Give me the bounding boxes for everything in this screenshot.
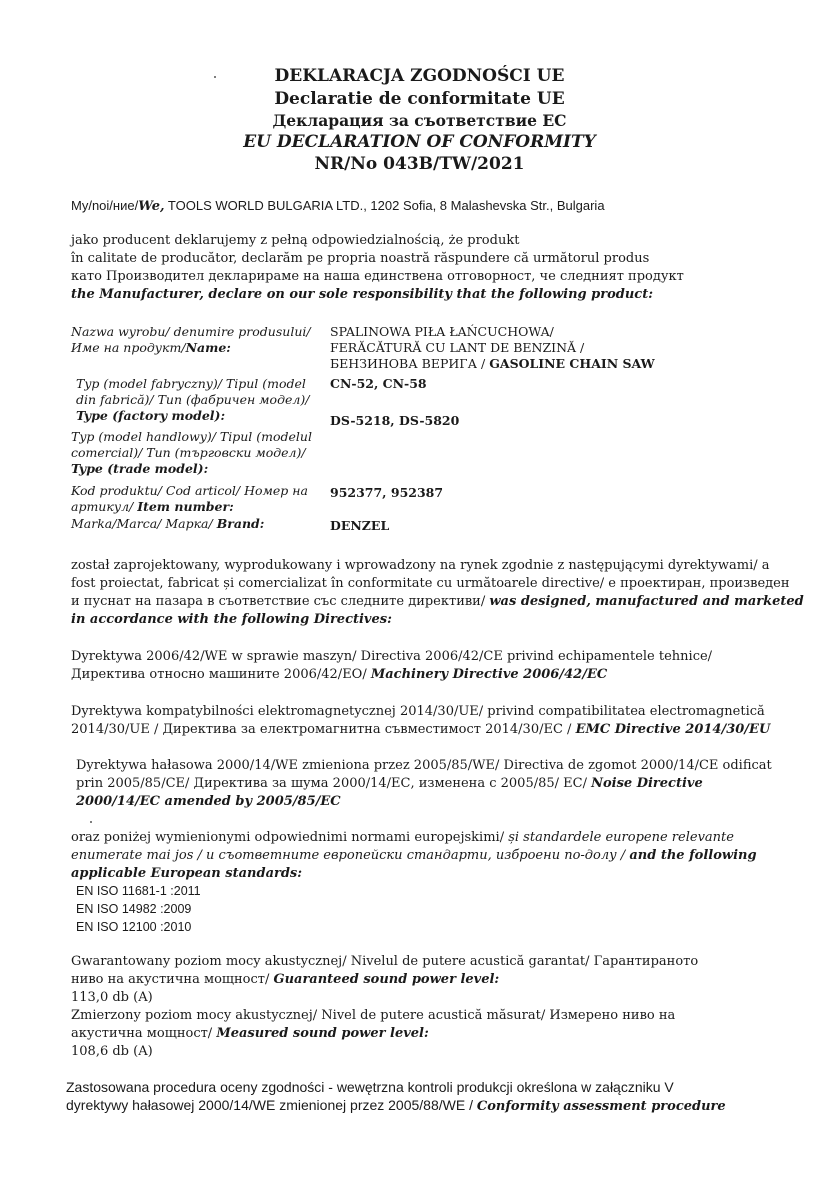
name-value-pl: SPALINOWA PIŁA ŁAŃCUCHOWA/ [330,324,554,339]
measured-value: 108,6 db (A) [71,1044,153,1059]
item-label: Kod produktu/ Cod articol/ Номер на [71,483,308,498]
designed-line-4: in accordance with the following Directives: [71,612,392,627]
trade-value: DS-5218, DS-5820 [330,413,460,428]
type-value: CN-52, CN-58 [330,376,427,391]
noise-line-2: prin 2005/85/CE/ Директива за шума 2000/14/ЕС, изменена с 2005/85/ ЕС/ Noise Directive [76,776,703,791]
declaration-number: NR/No 043B/TW/2021 [314,154,525,174]
designed-line-3: и пуснат на пазара в съответствие със следните директиви/ was designed, manufactured and marketed [71,594,804,609]
title-english: EU DECLARATION OF CONFORMITY [243,132,596,152]
type-label: Typ (model fabryczny)/ Tipul (model [76,376,306,391]
standards-line-1: oraz poniżej wymienionymi odpowiednimi normami europejskimi/ și standardele europene relevante [71,830,734,845]
name-value-bg-en: БЕНЗИНОВА ВЕРИГА / GASOLINE CHAIN SAW [330,356,655,371]
noise-line-1: Dyrektywa hałasowa 2000/14/WE zmieniona przez 2005/85/WE/ Directiva de zgomot 2000/14/CE odificat [76,758,772,773]
trade-label-en: Type (trade model): [71,461,209,476]
name-label-bg: Име на продукт/Name: [71,340,231,355]
brand-label: Marka/Marca/ Марка/ Brand: [71,516,265,531]
manufacturer-bg: като Производител декларираме на наша единствена отговорност, че следният продукт [71,269,684,284]
name-value-ro: FERĂCĂTURĂ CU LANT DE BENZINĂ / [330,340,585,355]
measured-line-2: акустична мощност/ Measured sound power level: [71,1026,429,1041]
manufacturer-en: the Manufacturer, declare on our sole responsibility that the following product: [71,287,654,302]
standards-line-2: enumerate mai jos / и съответните европейски стандарти, изброени по-долу / and the following [71,848,757,863]
issuer-line: My/noi/ние/We, TOOLS WORLD BULGARIA LTD., 1202 Sofia, 8 Malashevska Str., Bulgaria [71,198,605,214]
item-value: 952377, 952387 [330,485,444,500]
procedure-line-1: Zastosowana procedura oceny zgodności - wewętrzna kontroli produkcji określona w załączniku V [66,1079,674,1095]
emc-line-2: 2014/30/UE / Директива за електромагнитна съвместимост 2014/30/ЕС / EMC Directive 2014/30/EU [71,722,771,737]
brand-value: DENZEL [330,518,390,533]
standard-item: EN ISO 14982 :2009 [76,902,192,916]
trade-label-2: comercial)/ Тип (търговски модел)/ [71,445,306,460]
guaranteed-value: 113,0 db (A) [71,990,153,1005]
scan-speck [90,821,92,823]
guaranteed-line-1: Gwarantowany poziom mocy akustycznej/ Nivelul de putere acustică garantat/ Гарантираното [71,954,699,969]
type-label-en: Type (factory model): [76,408,226,423]
designed-line-1: został zaprojektowany, wyprodukowany i wprowadzony na rynek zgodnie z następującymi dyrektywami/ a [71,558,770,573]
name-label: Nazwa wyrobu/ denumire produsului/ [71,324,311,339]
emc-line-1: Dyrektywa kompatybilności elektromagnetycznej 2014/30/UE/ privind compatibilitatea electromagnetică [71,704,765,719]
designed-line-2: fost proiectat, fabricat și comercializat în conformitate cu următoarele directive/ е проектиран, произведен [71,576,790,591]
type-label-2: din fabrică)/ Тип (фабричен модел)/ [76,392,310,407]
machinery-line-2: Директива относно машините 2006/42/ЕО/ Machinery Directive 2006/42/EC [71,667,608,682]
standard-item: EN ISO 12100 :2010 [76,920,192,934]
measured-line-1: Zmierzony poziom mocy akustycznej/ Nivel de putere acustică măsurat/ Измерено ниво на [71,1008,676,1023]
manufacturer-pl: jako producent deklarujemy z pełną odpowiedzialnością, że produkt [71,233,520,248]
guaranteed-line-2: ниво на акустична мощност/ Guaranteed sound power level: [71,972,500,987]
standard-item: EN ISO 11681-1 :2011 [76,884,201,898]
trade-label: Typ (model handlowy)/ Tipul (modelul [71,429,312,444]
standards-line-3: applicable European standards: [71,866,303,881]
title-romanian: Declaratie de conformitate UE [274,89,565,109]
noise-line-3: 2000/14/EC amended by 2005/85/EC [76,794,341,809]
manufacturer-ro: în calitate de producător, declarăm pe propria noastră răspundere că următorul produs [71,251,650,266]
machinery-line-1: Dyrektywa 2006/42/WE w sprawie maszyn/ Directiva 2006/42/CE privind echipamentele tehnice/ [71,649,713,664]
item-label-2: артикул/ Item number: [71,499,234,514]
title-bulgarian: Декларация за съответствие ЕС [272,111,567,130]
title-polish: DEKLARACJA ZGODNOŚCI UE [274,66,565,86]
procedure-line-2: dyrektywy hałasowej 2000/14/WE zmienionej przez 2005/88/WE / Conformity assessment procedure [66,1097,726,1114]
